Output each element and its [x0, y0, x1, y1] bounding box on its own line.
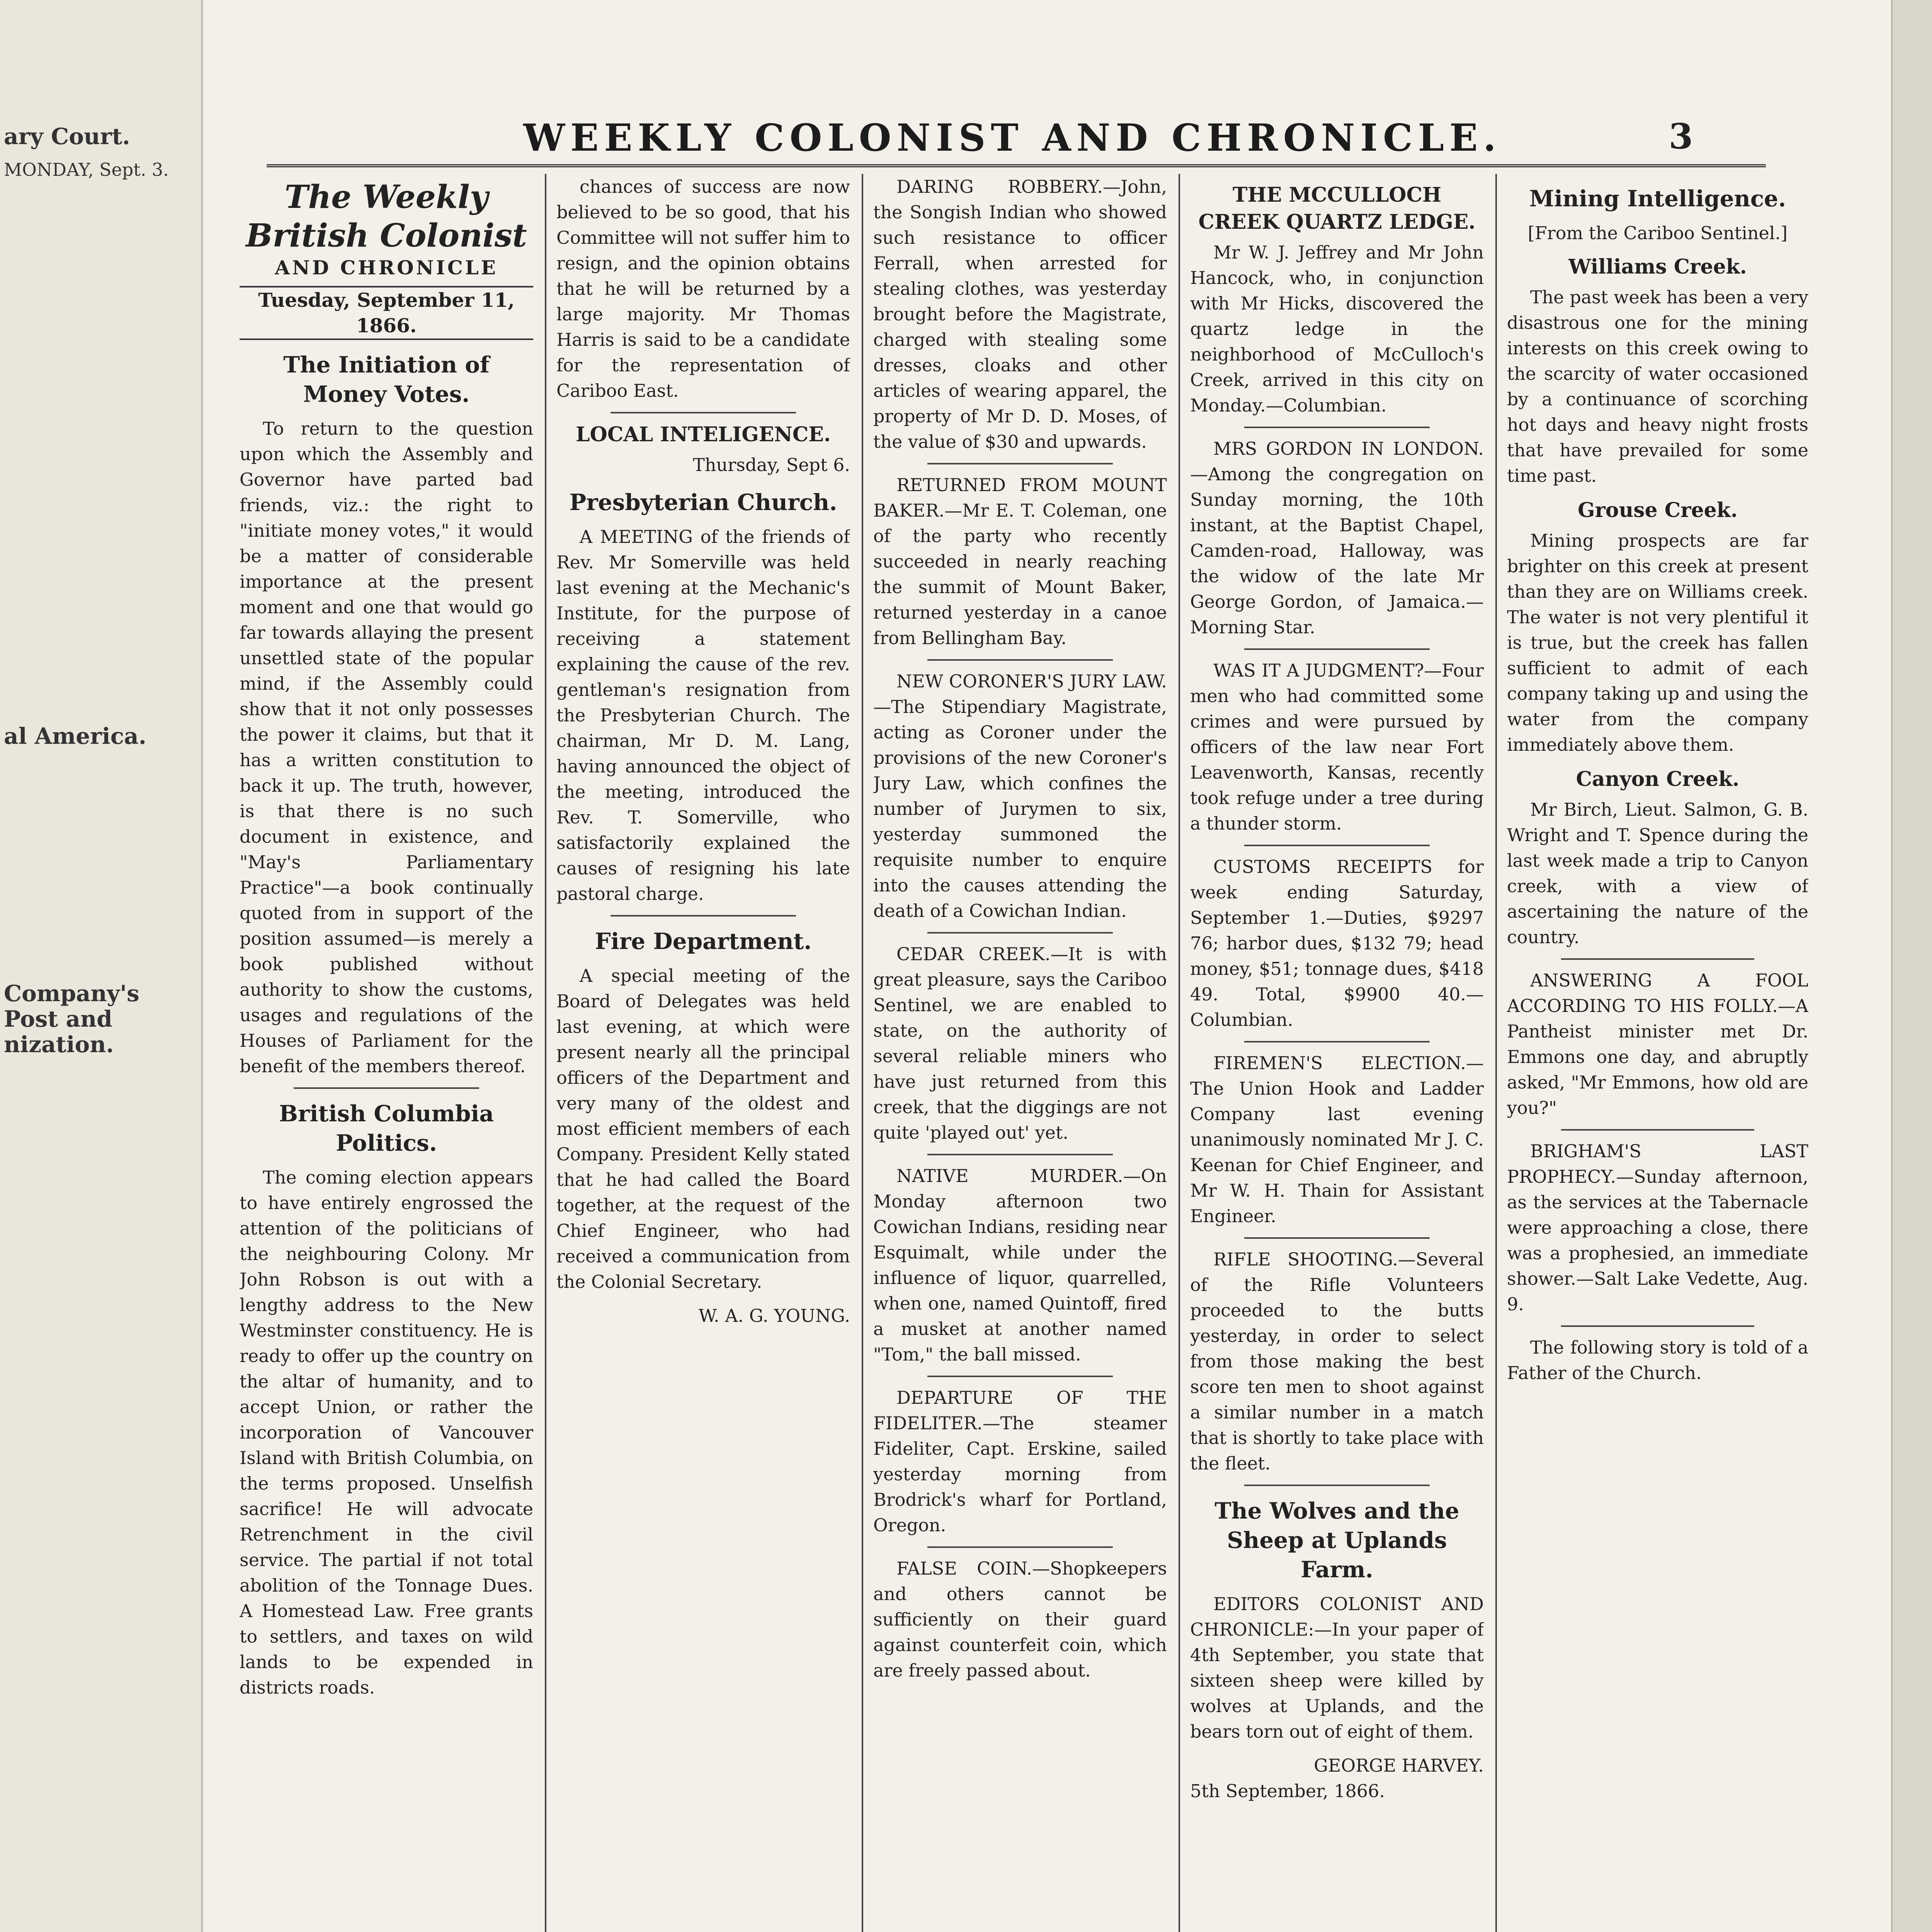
article-body: Mining prospects are far brighter on this creek at present than they are on Williams creek. The water is not very plentiful it is true, but the creek has fallen sufficient to admit of each company taking up and using the water from the company immediately above them.: [1507, 530, 1808, 755]
divider: [294, 1087, 479, 1089]
article-body: The coming election appears to have entirely engrossed the attention of the politicians of the neighbouring Colony. Mr John Robson is out with a lengthy address to the New Westminster constituency. He is ready to offer up the country on the altar of humanity, and to accept Union, or rather the incorporation of Vancouver Island with British Columbia, on the terms proposed. Unselfish sacrifice! He will advocate Retrenchment in the civil service. The partial if not total abolition of the Tonnage Dues. A Homestead Law. Free grants to settlers, and taxes on wild lands to be expended in districts roads.: [240, 1167, 533, 1698]
article-body: NATIVE MURDER.—On Monday afternoon two Cowichan Indians, residing near Esquimalt, while under the influence of liquor, quarrelled, when one, named Quintoff, fired a musket at another named "Tom," the ball missed.: [873, 1165, 1167, 1365]
adjacent-page-text: [4, 116, 197, 1065]
divider: [1244, 648, 1430, 650]
divider: [927, 659, 1113, 661]
section-date: Thursday, Sept 6.: [693, 454, 850, 475]
strip-heading-company: Company's Post and nization.: [4, 980, 139, 1058]
divider: [1244, 427, 1430, 428]
article-body: EDITORS COLONIST AND CHRONICLE:—In your paper of 4th September, you state that sixteen sheep were killed by wolves at Uplands, and the bears torn out of eight of them.: [1190, 1594, 1484, 1742]
section-heading: LOCAL INTELIGENCE.: [575, 423, 831, 446]
article-heading: THE MCCULLOCH CREEK QUARTZ LEDGE.: [1198, 183, 1476, 234]
divider: [1561, 1129, 1754, 1131]
article-body: DEPARTURE OF THE FIDELITER.—The steamer Fideliter, Capt. Erskine, sailed yesterday morning from Brodrick's wharf for Portland, Oregon.: [873, 1387, 1167, 1536]
divider: [1244, 1041, 1430, 1043]
nameplate-sub: AND CHRONICLE: [275, 256, 498, 279]
article-body: FALSE COIN.—Shopkeepers and others cannot be sufficiently on their guard against counterfeit coin, which are freely passed about.: [873, 1558, 1167, 1681]
article-body: The past week has been a very disastrous one for the mining interests on this creek owing to the scarcity of water occasioned by a continuance of scorching hot days and heavy night frosts that have prevailed for some time past.: [1507, 287, 1808, 486]
section-heading: Canyon Creek.: [1576, 767, 1740, 791]
nameplate: The Weekly British Colonist: [246, 179, 527, 254]
column-rule: [545, 174, 546, 1932]
source-note: [From the Cariboo Sentinel.]: [1527, 223, 1788, 243]
article-body: CEDAR CREEK.—It is with great pleasure, says the Cariboo Sentinel, we are enabled to state, on the authority of several reliable miners who have just returned from this creek, that the diggings are not quite 'played out' yet.: [873, 944, 1167, 1143]
article-body: Mr W. J. Jeffrey and Mr John Hancock, who, in conjunction with Mr Hicks, discovered the quartz ledge in the neighborhood of McCulloch's Creek, arrived in this city on Monday.—Columbian.: [1190, 242, 1484, 416]
divider: [1244, 1485, 1430, 1486]
signature: GEORGE HARVEY.: [1314, 1755, 1484, 1776]
divider: [1244, 1237, 1430, 1239]
article-heading: Mining Intelligence.: [1529, 185, 1786, 212]
article-body: BRIGHAM'S LAST PROPHECY.—Sunday afternoon, as the services at the Tabernacle were approaching a close, there was a prophesied, an immediate shower.—Salt Lake Vedette, Aug. 9.: [1507, 1141, 1808, 1315]
article-heading: Presbyterian Church.: [569, 489, 837, 515]
article-body: FIREMEN'S ELECTION.—The Union Hook and Ladder Company last evening unanimously nominated Mr J. C. Keenan for Chief Engineer, and Mr W. H. Thain for Assistant Engineer.: [1190, 1053, 1484, 1226]
column-4: [1190, 174, 1484, 1932]
divider: [927, 1154, 1113, 1155]
column-3: [873, 174, 1167, 1932]
article-body: NEW CORONER'S JURY LAW.—The Stipendiary Magistrate, acting as Coroner under the provisions of the new Coroner's Jury Law, which confines the number of Jurymen to six, yesterday summoned the requisite number to enquire into the causes attending the death of a Cowichan Indian.: [873, 671, 1167, 921]
divider: [927, 1376, 1113, 1377]
article-body: MRS GORDON IN LONDON.—Among the congregation on Sunday morning, the 10th instant, at the Baptist Chapel, Camden-road, Halloway, was the widow of the late Mr George Gordon, of Jamaica.—Morning Star.: [1190, 438, 1484, 638]
article-body: ANSWERING A FOOL ACCORDING TO HIS FOLLY.—A Pantheist minister met Dr. Emmons one day, and abruptly asked, "Mr Emmons, how old are you?": [1507, 970, 1808, 1118]
masthead-title: WEEKLY COLONIST AND CHRONICLE.: [523, 116, 1502, 160]
divider: [927, 463, 1113, 464]
divider: [1561, 1325, 1754, 1327]
divider: [1561, 958, 1754, 960]
article-body: RIFLE SHOOTING.—Several of the Rifle Volunteers proceeded to the butts yesterday, in order to select from those making the best score ten men to shoot against a similar number in a match that is shortly to take place with the fleet.: [1190, 1249, 1484, 1474]
divider: [1244, 845, 1430, 846]
column-5: [1507, 174, 1808, 1932]
article-heading: The Wolves and the Sheep at Uplands Farm.: [1214, 1498, 1459, 1583]
article-heading: The Initiation of Money Votes.: [283, 352, 490, 407]
section-heading: Williams Creek.: [1568, 255, 1747, 279]
article-body: RETURNED FROM MOUNT BAKER.—Mr E. T. Coleman, one of the party who recently succeeded in nearly reaching the summit of Mount Baker, returned yesterday in a canoe from Bellingham Bay.: [873, 474, 1167, 648]
column-1: [240, 174, 533, 1932]
column-rule: [862, 174, 863, 1932]
divider: [927, 932, 1113, 934]
article-body: A MEETING of the friends of Rev. Mr Somerville was held last evening at the Mechanic's Institute, for the purpose of receiving a statement explaining the cause of the rev. gentleman's resignation from the Presbyterian Church. The chairman, Mr D. M. Lang, having announced the object of the meeting, introduced the Rev. T. Somerville, who satisfactorily explained the causes of resigning his late pastoral charge.: [556, 526, 850, 904]
strip-heading-court: ary Court.: [4, 123, 130, 150]
page-number: 3: [1668, 116, 1693, 157]
article-body: Mr Birch, Lieut. Salmon, G. B. Wright and T. Spence during the last week made a trip to Canyon creek, with a view of ascertaining the nature of the country.: [1507, 799, 1808, 947]
divider: [611, 412, 796, 413]
signature: W. A. G. YOUNG.: [698, 1305, 850, 1326]
article-body: WAS IT A JUDGMENT?—Four men who had committed some crimes and were pursued by officers of the law near Fort Leavenworth, Kansas, recently took refuge under a tree during a thunder storm.: [1190, 660, 1484, 834]
article-body: The following story is told of a Father of the Church.: [1507, 1337, 1808, 1383]
issue-date: Tuesday, September 11, 1866.: [240, 286, 533, 340]
article-heading: British Columbia Politics.: [279, 1100, 494, 1156]
article-body: DARING ROBBERY.—John, the Songish Indian who showed such resistance to officer Ferrall, when arrested for stealing clothes, was yesterday brought before the Magistrate, charged with stealing some dresses, cloaks and other articles of wearing apparel, the property of Mr D. D. Moses, of the value of $30 and upwards.: [873, 176, 1167, 452]
strip-line-date: MONDAY, Sept. 3.: [4, 159, 169, 180]
divider: [927, 1546, 1113, 1548]
column-2: [556, 174, 850, 1932]
article-body: chances of success are now believed to be so good, that his Committee will not suffer him to resign, and the opinion obtains that he will be returned by a large majority. Mr Thomas Harris is said to be a candidate for the representation of Cariboo East.: [556, 176, 850, 401]
letter-date: 5th September, 1866.: [1190, 1781, 1385, 1801]
masthead-rule: [267, 164, 1766, 167]
article-body: To return to the question upon which the Assembly and Governor have parted bad friends, viz.: the right to "initiate money votes," it would be a matter of considerable importance at the present moment and one that would go far towards allaying the present unsettled state of the popular mind, if the Assembly could show that it not only possesses the power it claims, but that it has a written constitution to back it up. The truth, however, is that there is no such document in existence, and "May's Parliamentary Practice"—a book continually quoted from in support of the position assumed—is merely a book published without authority to show the customs, usages and regulations of the Houses of Parliament for the benefit of the members thereof.: [240, 418, 533, 1077]
article-body: CUSTOMS RECEIPTS for week ending Saturday, September 1.—Duties, $9297 76; harbor dues, $132 79; head money, $51; tonnage dues, $418 49. Total, $9900 40.—Columbian.: [1190, 856, 1484, 1030]
page-edge: [1891, 0, 1932, 1932]
strip-heading-america: al America.: [4, 723, 146, 749]
column-rule: [1495, 174, 1497, 1932]
divider: [611, 915, 796, 917]
section-heading: Grouse Creek.: [1578, 498, 1738, 522]
article-heading: Fire Department.: [595, 928, 812, 954]
column-rule: [1179, 174, 1180, 1932]
article-body: A special meeting of the Board of Delegates was held last evening, at which were present nearly all the principal officers of the Department and very many of the oldest and most efficient members of each Company. President Kelly stated that he had called the Board together, at the request of the Chief Engineer, who had received a communication from the Colonial Secretary.: [556, 965, 850, 1292]
adjacent-page-strip: [0, 0, 203, 1932]
